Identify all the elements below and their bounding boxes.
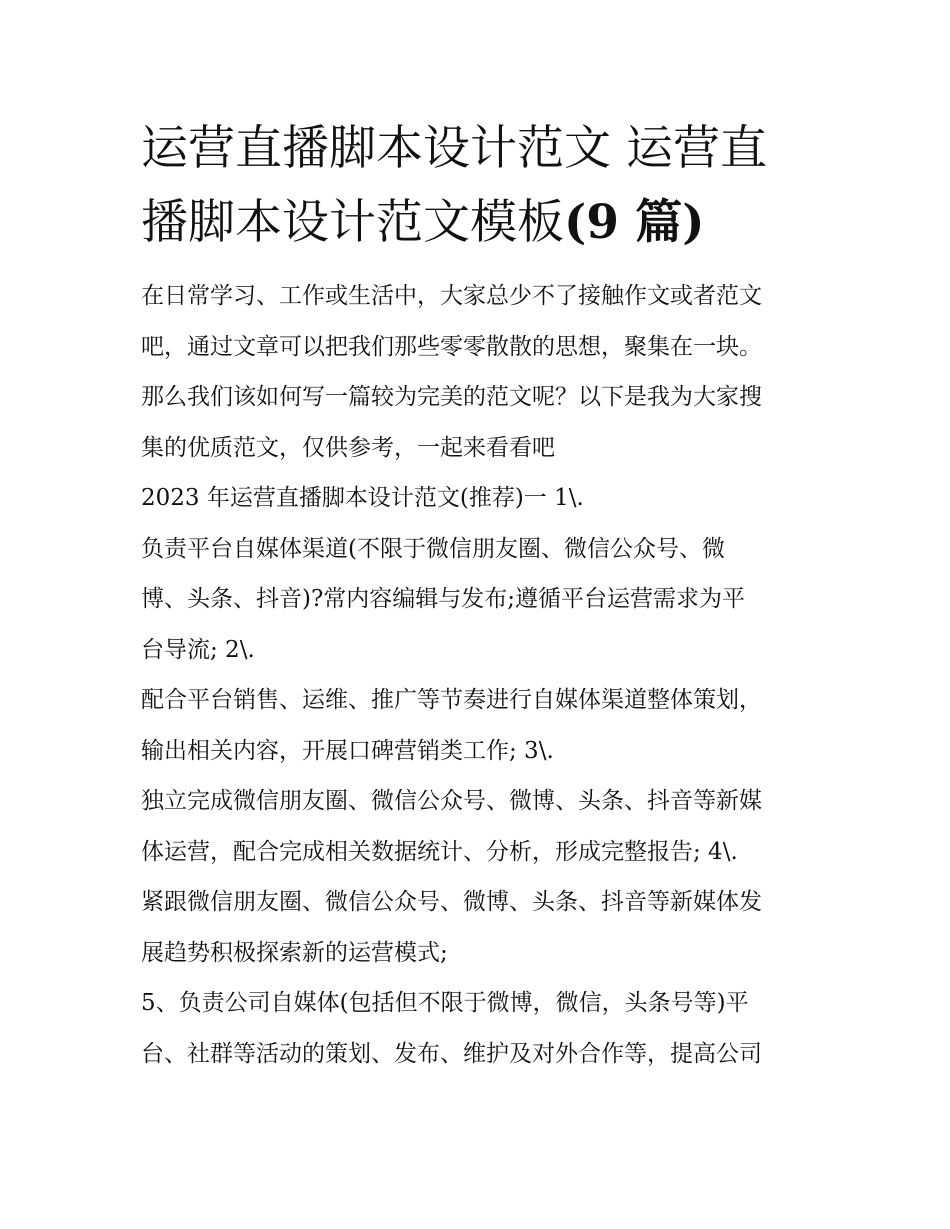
document-title-line-1: 运营直播脚本设计范文 运营直 [141, 121, 767, 176]
body-line: 吧，通过文章可以把我们那些零零散散的思想，聚集在一块。 [141, 333, 762, 360]
body-line: 台、社群等活动的策划、发布、维护及对外合作等，提高公司 [141, 1040, 762, 1067]
body-line: 展趋势积极探索新的运营模式; [141, 939, 448, 966]
body-line: 博、头条、抖音)?常内容编辑与发布;遵循平台运营需求为平 [141, 586, 746, 612]
body-line: 那么我们该如何写一篇较为完美的范文呢？以下是我为大家搜 [141, 384, 762, 410]
body-line: 独立完成微信朋友圈、微信公众号、微博、头条、抖音等新媒 [141, 788, 762, 814]
body-line: 5、负责公司自媒体(包括但不限于微博，微信，头条号等)平 [141, 990, 749, 1016]
body-line: 输出相关内容，开展口碑营销类工作; 3\. [141, 737, 554, 764]
body-line: 紧跟微信朋友圈、微信公众号、微博、头条、抖音等新媒体发 [141, 889, 762, 915]
body-line: 2023 年运营直播脚本设计范文(推荐)一 1\. [141, 485, 584, 511]
body-line: 在日常学习、工作或生活中，大家总少不了接触作文或者范文 [141, 283, 762, 309]
body-line: 台导流; 2\. [141, 636, 255, 663]
body-line: 集的优质范文，仅供参考，一起来看看吧 [141, 434, 555, 461]
body-line: 负责平台自媒体渠道(不限于微信朋友圈、微信公众号、微 [141, 535, 725, 562]
document-title-line-2 [141, 186, 813, 260]
document-body [141, 271, 813, 1079]
document-page [141, 112, 813, 1079]
document-title-count: (9 篇) [564, 195, 705, 250]
body-line: 体运营，配合完成相关数据统计、分析，形成完整报告; 4\. [141, 838, 738, 865]
document-title-line-2-main: 播脚本设计范文模板 [141, 195, 564, 250]
body-line: 配合平台销售、运维、推广等节奏进行自媒体渠道整体策划， [141, 687, 762, 713]
